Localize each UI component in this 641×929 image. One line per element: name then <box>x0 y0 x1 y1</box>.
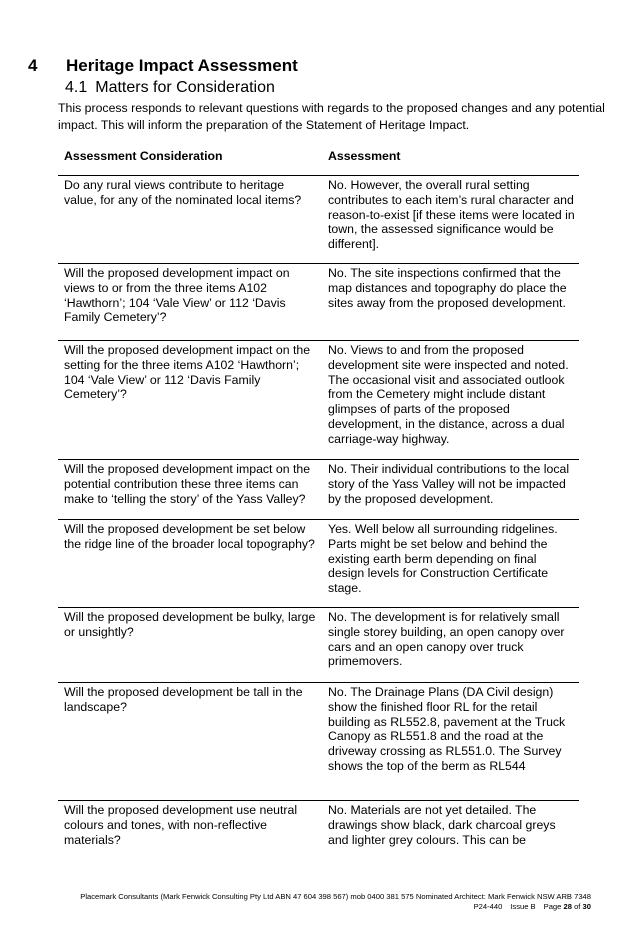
footer-project-ref: P24-440 <box>473 902 503 911</box>
section-number: 4 <box>28 56 38 75</box>
header-assessment: Assessment <box>328 149 401 163</box>
header-consideration: Assessment Consideration <box>64 149 223 163</box>
row-assessment: No. Views to and from the proposed development site were inspected and noted. The occasional visit and associated outlook from the Cemetery might include distant glimpses of parts of the proposed development, in the distance, across a dual carriage-way highway. <box>328 343 569 446</box>
table-row <box>58 460 579 520</box>
table-row <box>58 608 579 683</box>
row-consideration: Will the proposed development be set below the ridge line of the broader local topography? <box>64 522 315 551</box>
intro-paragraph: This process responds to relevant questions with regards to the proposed changes and any potential impact. This will inform the preparation of the Statement of Heritage Impact. <box>58 101 605 132</box>
row-assessment: No. The Drainage Plans (DA Civil design) show the finished floor RL for the retail building as RL552.8, pavement at the Truck Canopy as RL551.8 and the road at the driveway crossing as RL551.0. The Survey shows the top of the berm as RL544 <box>328 685 566 773</box>
row-assessment: No. Materials are not yet detailed. The drawings show black, dark charcoal greys and lighter grey colours. This can be <box>328 803 556 847</box>
table-row <box>58 520 579 608</box>
row-assessment: No. However, the overall rural setting contributes to each item’s rural character and reason-to-exist [if these items were located in town, the assessed significance would be different]. <box>328 178 575 252</box>
table-row <box>58 341 579 460</box>
assessment-table <box>58 145 579 861</box>
footer-issue: Issue B <box>510 902 536 911</box>
table-row <box>58 176 579 264</box>
row-consideration: Will the proposed development impact on the potential contribution these three items can make to ‘telling the story’ of the Yass Valley? <box>64 462 311 506</box>
subsection-title: Matters for Consideration <box>95 79 275 96</box>
row-consideration: Do any rural views contribute to heritage value, for any of the nominated local items? <box>64 178 302 207</box>
footer-company-line: Placemark Consultants (Mark Fenwick Consulting Pty Ltd ABN 47 604 398 567) mob 0400 381 575 Nominated Architect: Mark Fenwick NSW ARB 7348 <box>80 892 591 901</box>
page-footer <box>0 892 591 912</box>
table-row <box>58 801 579 861</box>
row-consideration: Will the proposed development impact on the setting for the three items A102 ‘Hawthorn’; 104 ‘Vale View’ or 112 ‘Davis Family Cemetery’? <box>64 343 311 402</box>
table-header <box>58 145 579 176</box>
row-assessment: No. The site inspections confirmed that the map distances and topography do place the sites away from the proposed development. <box>328 266 567 310</box>
table-row <box>58 683 579 801</box>
section-title: Heritage Impact Assessment <box>66 56 298 75</box>
row-consideration: Will the proposed development be bulky, large or unsightly? <box>64 610 316 639</box>
footer-reference-line <box>0 902 591 912</box>
row-consideration: Will the proposed development be tall in the landscape? <box>64 685 303 714</box>
section-heading <box>28 56 298 76</box>
row-assessment: No. The development is for relatively small single storey building, an open canopy over cars and an open canopy over truck primemovers. <box>328 610 565 669</box>
subsection-number: 4.1 <box>65 79 88 96</box>
row-consideration: Will the proposed development impact on views to or from the three items A102 ‘Hawthorn’; 104 ‘Vale View’ or 112 ‘Davis Family Cemetery’? <box>64 266 290 325</box>
subsection-heading <box>65 79 275 97</box>
page-number: Page 28 of 30 <box>543 902 591 911</box>
row-assessment: No. Their individual contributions to the local story of the Yass Valley will not be impacted by the proposed development. <box>328 462 570 506</box>
table-row <box>58 264 579 341</box>
row-consideration: Will the proposed development use neutral colours and tones, with non-reflective materials? <box>64 803 298 847</box>
row-assessment: Yes. Well below all surrounding ridgelines. Parts might be set below and behind the existing earth berm depending on final design levels for Construction Certificate stage. <box>328 522 558 596</box>
